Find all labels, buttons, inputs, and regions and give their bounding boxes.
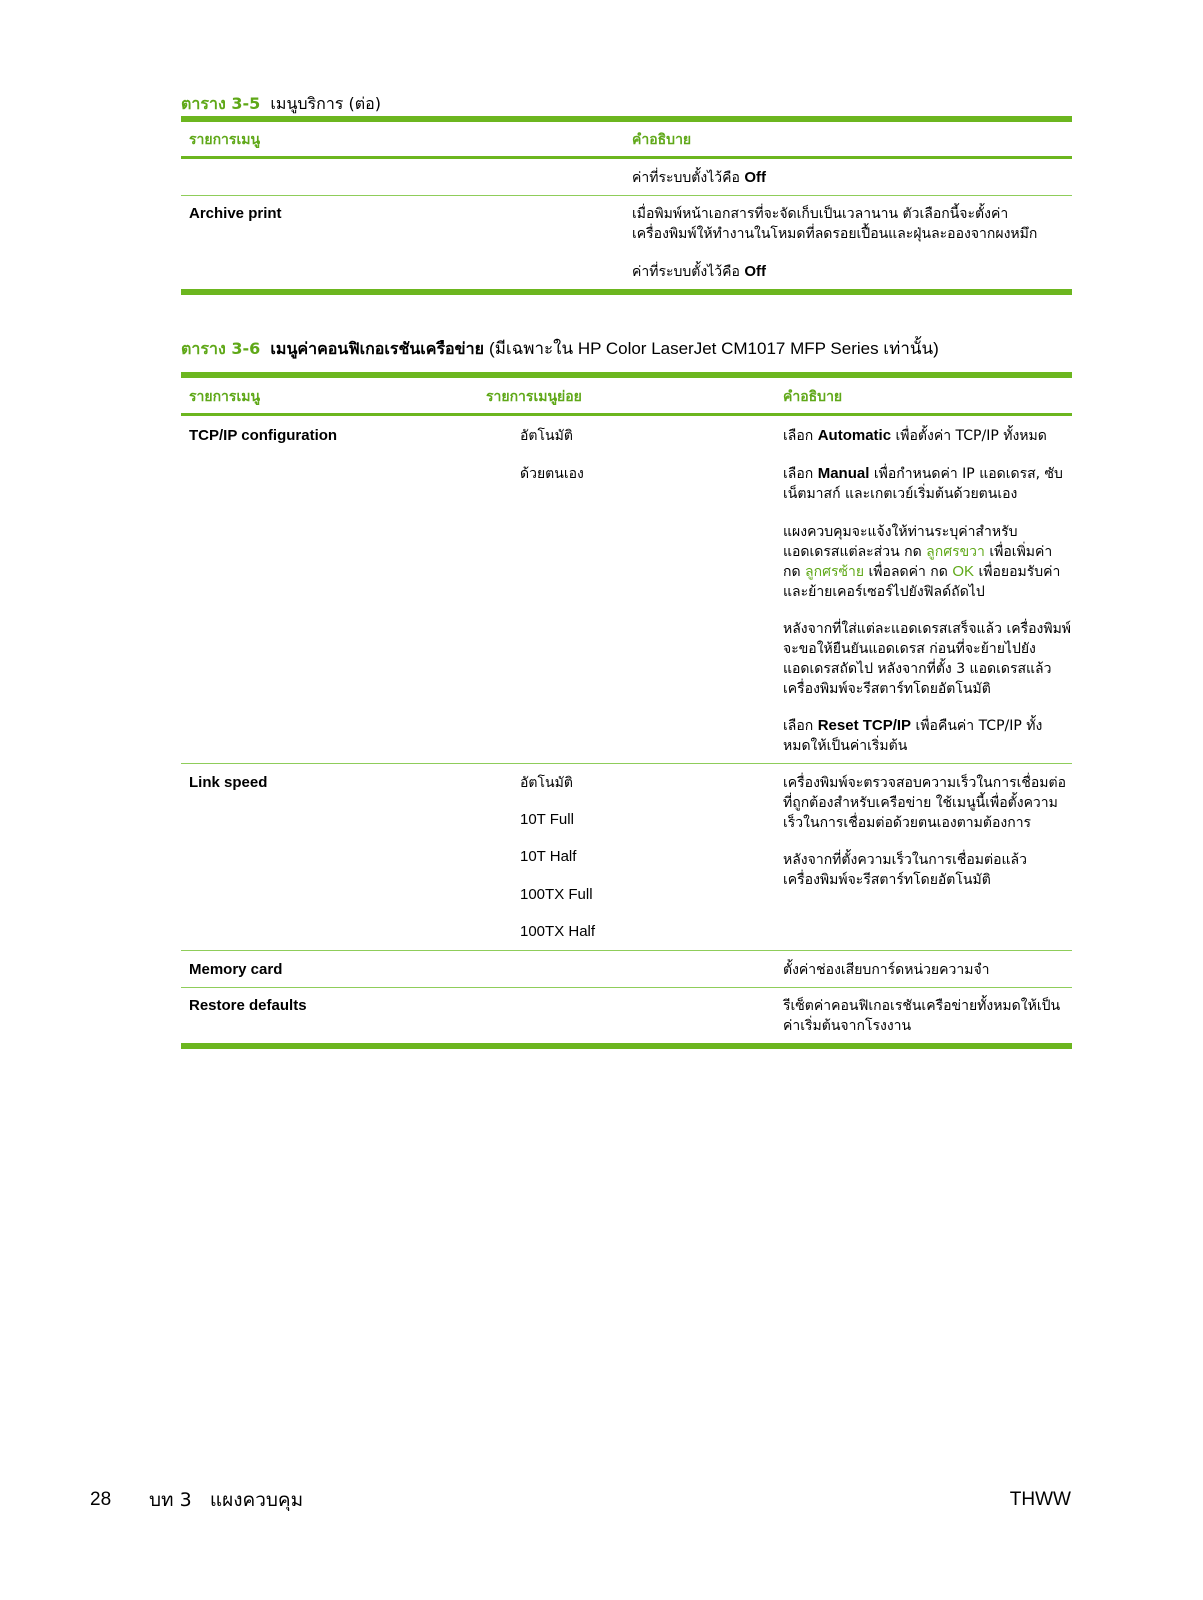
- desc-manual-line1: เลือก Manual เพื่อกำหนดค่า IP แอดเดรส, ซับ: [783, 465, 1063, 482]
- archive-desc-line2: เครื่องพิมพ์ให้ทำงานในโหมดที่ลดรอยเปื้อนและฝุ่นละอองจากผงหมึก: [632, 226, 1038, 242]
- col-header-menu: รายการเมนู: [189, 132, 261, 148]
- table-bottom-rule: [181, 289, 1072, 295]
- table-top-rule: [181, 372, 1072, 378]
- link-desc-line4: หลังจากที่ตั้งความเร็วในการเชื่อมต่อแล้ว: [783, 852, 1027, 868]
- table-3-6-caption: [181, 339, 939, 359]
- desc-reset-line1: เลือก Reset TCP/IP เพื่อคืนค่า TCP/IP ทั้ง: [783, 717, 1043, 734]
- desc-p3-line3: กด ลูกศรซ้าย เพื่อลดค่า กด OK เพื่อยอมรับค่า: [783, 563, 1061, 580]
- page-number: 28: [90, 1489, 112, 1510]
- menu-item-tcpip-configuration: TCP/IP configuration: [189, 427, 338, 444]
- link-desc-line3: เร็วในการเชื่อมต่อด้วยตนเองตามต้องการ: [783, 815, 1032, 831]
- submenu-10t-half: 10T Half: [520, 848, 577, 865]
- table-top-rule: [181, 116, 1072, 122]
- col-header-menu: รายการเมนู: [189, 389, 261, 405]
- desc-p4-line4: เครื่องพิมพ์จะรีสตาร์ทโดยอัตโนมัติ: [783, 681, 991, 697]
- row-divider: [181, 195, 1072, 196]
- desc-p4-line3: แอดเดรสถัดไป หลังจากที่ตั้ง 3 แอดเดรสแล้ว: [783, 661, 1052, 677]
- desc-manual-line2: เน็ตมาสก์ และเกตเวย์เริ่มต้นด้วยตนเอง: [783, 486, 1018, 502]
- table-3-5-caption: [181, 94, 381, 114]
- link-desc-line1: เครื่องพิมพ์จะตรวจสอบความเร็วในการเชื่อมต่อ: [783, 775, 1067, 791]
- document-code: THWW: [1009, 1489, 1071, 1510]
- archive-desc-line1: เมื่อพิมพ์หน้าเอกสารที่จะจัดเก็บเป็นเวลานาน ตัวเลือกนี้จะตั้งค่า: [632, 206, 1009, 222]
- desc-p4-line2: จะขอให้ยืนยันแอดเดรส ก่อนที่จะย้ายไปยัง: [783, 641, 1036, 657]
- link-desc-line2: ที่ถูกต้องสำหรับเครือข่าย ใช้เมนูนี้เพื่อตั้งความ: [783, 795, 1058, 811]
- menu-item-memory-card: Memory card: [189, 961, 283, 978]
- row-divider: [181, 987, 1072, 988]
- header-rule: [181, 156, 1072, 159]
- header-rule: [181, 413, 1072, 416]
- submenu-manual: ด้วยตนเอง: [520, 466, 584, 482]
- menu-item-link-speed: Link speed: [189, 774, 268, 791]
- link-desc-line5: เครื่องพิมพ์จะรีสตาร์ทโดยอัตโนมัติ: [783, 872, 991, 888]
- table-bottom-rule: [181, 1043, 1072, 1049]
- memory-card-desc: ตั้งค่าช่องเสียบการ์ดหน่วยความจำ: [783, 962, 990, 978]
- submenu-automatic: อัตโนมัติ: [520, 428, 573, 444]
- restore-desc-line2: ค่าเริ่มต้นจากโรงงาน: [783, 1018, 912, 1034]
- desc-p3-line4: และย้ายเคอร์เซอร์ไปยังฟิลด์ถัดไป: [783, 584, 985, 600]
- caption-label: ตาราง 3-6: [181, 339, 261, 358]
- menu-item-archive-print: Archive print: [189, 205, 282, 222]
- default-value-text: ค่าที่ระบบตั้งไว้คือ Off: [632, 169, 766, 186]
- caption-title: เมนูบริการ (ต่อ): [270, 94, 381, 113]
- default-value-text: ค่าที่ระบบตั้งไว้คือ Off: [632, 263, 766, 280]
- menu-item-restore-defaults: Restore defaults: [189, 997, 307, 1014]
- right-arrow-key-link: ลูกศรขวา: [926, 544, 985, 560]
- submenu-100tx-full: 100TX Full: [520, 886, 593, 903]
- ok-key-link: OK: [952, 563, 974, 580]
- restore-desc-line1: รีเซ็ตค่าคอนฟิเกอเรชันเครือข่ายทั้งหมดให้เป็น: [783, 998, 1061, 1014]
- row-divider: [181, 950, 1072, 951]
- submenu-automatic: อัตโนมัติ: [520, 775, 573, 791]
- desc-p3-line1: แผงควบคุมจะแจ้งให้ท่านระบุค่าสำหรับ: [783, 524, 1018, 540]
- desc-automatic: เลือก Automatic เพื่อตั้งค่า TCP/IP ทั้งหมด: [783, 427, 1047, 444]
- caption-title: เมนูค่าคอนฟิเกอเรชันเครือข่าย: [270, 339, 484, 358]
- row-divider: [181, 763, 1072, 764]
- caption-note: (มีเฉพาะใน HP Color LaserJet CM1017 MFP Series เท่านั้น): [489, 339, 939, 358]
- caption-label: ตาราง 3-5: [181, 94, 261, 113]
- submenu-10t-full: 10T Full: [520, 811, 574, 828]
- desc-p3-line2: แอดเดรสแต่ละส่วน กด ลูกศรขวา เพื่อเพิ่มค่า: [783, 544, 1053, 560]
- col-header-submenu: รายการเมนูย่อย: [486, 389, 582, 405]
- col-header-desc: คำอธิบาย: [783, 389, 843, 405]
- chapter-title: บท 3 แผงควบคุม: [149, 1489, 304, 1511]
- desc-reset-line2: หมดให้เป็นค่าเริ่มต้น: [783, 738, 908, 754]
- left-arrow-key-link: ลูกศรซ้าย: [805, 564, 865, 580]
- submenu-100tx-half: 100TX Half: [520, 923, 596, 940]
- desc-p4-line1: หลังจากที่ใส่แต่ละแอดเดรสเสร็จแล้ว เครื่องพิมพ์: [783, 621, 1072, 637]
- col-header-desc: คำอธิบาย: [632, 132, 692, 148]
